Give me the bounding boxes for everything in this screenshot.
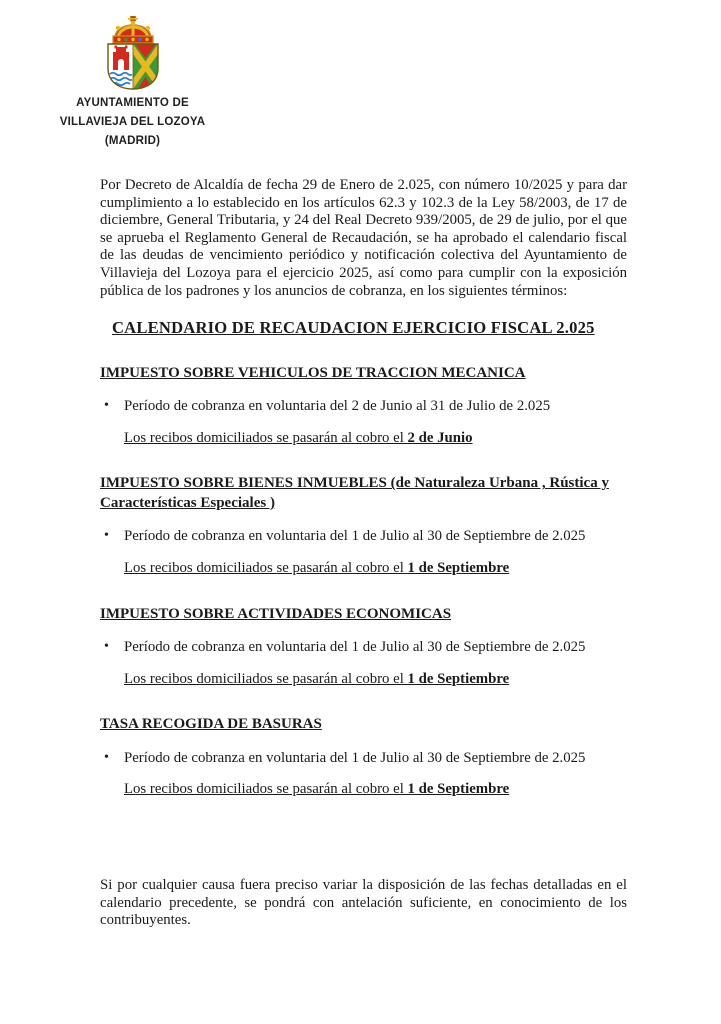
- shield: [108, 44, 158, 89]
- bullet-text: Período de cobranza en voluntaria del 2 de Junio al 31 de Julio de 2.025: [124, 398, 551, 415]
- bullet-icon: •: [104, 398, 109, 414]
- bullet-line: [104, 528, 627, 546]
- recibos-date: 1 de Septiembre: [407, 670, 510, 687]
- document-body: [100, 177, 627, 930]
- section-basuras: [100, 715, 627, 799]
- bullet-text: Período de cobranza en voluntaria del 1 de Julio al 30 de Septiembre de 2.025: [124, 639, 586, 656]
- recibos-date: 1 de Septiembre: [407, 560, 510, 577]
- bullet-icon: •: [104, 749, 109, 765]
- municipality-name-line2: VILLAVIEJA DEL LOZOYA: [59, 116, 206, 128]
- bullet-icon: •: [104, 528, 109, 544]
- recibos-line: [124, 560, 627, 578]
- municipality-name-line1: AYUNTAMIENTO DE: [76, 97, 189, 109]
- coat-of-arms-icon: [102, 16, 164, 91]
- bullet-line: [104, 398, 627, 416]
- bullet-text: Período de cobranza en voluntaria del 1 de Julio al 30 de Septiembre de 2.025: [124, 528, 586, 545]
- section-heading: IMPUESTO SOBRE ACTIVIDADES ECONOMICAS: [100, 605, 452, 622]
- recibos-line: [124, 671, 627, 689]
- closing-paragraph: Si por cualquier causa fuera preciso variar la disposición de las fechas detalladas en el calendario precedente, se pondrá con antelación suficiente, en conocimiento de los contribuyentes.: [100, 877, 627, 929]
- municipality-name: [30, 94, 235, 151]
- recibos-prefix: Los recibos domiciliados se pasarán al cobro el: [124, 560, 408, 577]
- municipality-name-line3: (MADRID): [104, 135, 161, 147]
- bullet-text: Período de cobranza en voluntaria del 1 de Julio al 30 de Septiembre de 2.025: [124, 749, 586, 766]
- document-title: CALENDARIO DE RECAUDACION EJERCICIO FISCAL 2.025: [112, 318, 595, 338]
- recibos-prefix: Los recibos domiciliados se pasarán al cobro el: [124, 670, 408, 687]
- recibos-prefix: Los recibos domiciliados se pasarán al cobro el: [124, 429, 408, 446]
- recibos-line: [124, 781, 627, 799]
- section-ibi: [100, 474, 627, 577]
- recibos-date: 2 de Junio: [407, 429, 473, 446]
- section-heading: IMPUESTO SOBRE VEHICULOS DE TRACCION MECANICA: [100, 364, 526, 381]
- bullet-line: [104, 749, 627, 768]
- intro-paragraph: Por Decreto de Alcaldía de fecha 29 de Enero de 2.025, con número 10/2025 y para dar cumplimiento a lo establecido en los artículos 62.3 y 102.3 de la Ley 58/2003, de 17 de diciembre, General Tributaria, y 24 del Real Decreto 939/2005, de 29 de julio, por el que se aprueba el Reglamento General de Recaudación, se ha aprobado el calendario fiscal de las deudas de vencimiento periódico y notificación colectiva del Ayuntamiento de Villavieja del Lozoya para el ejercicio 2025, así como para cumplir con la exposición pública de los padrones y los anuncios de cobranza, en los siguientes términos:: [100, 177, 627, 299]
- bullet-line: [104, 639, 627, 657]
- recibos-prefix: Los recibos domiciliados se pasarán al cobro el: [124, 781, 408, 798]
- section-heading: IMPUESTO SOBRE BIENES INMUEBLES (de Naturaleza Urbana , Rústica y Características Especiales ): [100, 475, 609, 511]
- recibos-date: 1 de Septiembre: [407, 781, 510, 798]
- recibos-line: [124, 430, 627, 448]
- section-heading: TASA RECOGIDA DE BASURAS: [100, 716, 322, 733]
- letterhead: [30, 16, 235, 151]
- bullet-icon: •: [104, 639, 109, 655]
- crown: [113, 16, 153, 43]
- section-ivtm: [100, 364, 627, 448]
- section-iae: [100, 605, 627, 689]
